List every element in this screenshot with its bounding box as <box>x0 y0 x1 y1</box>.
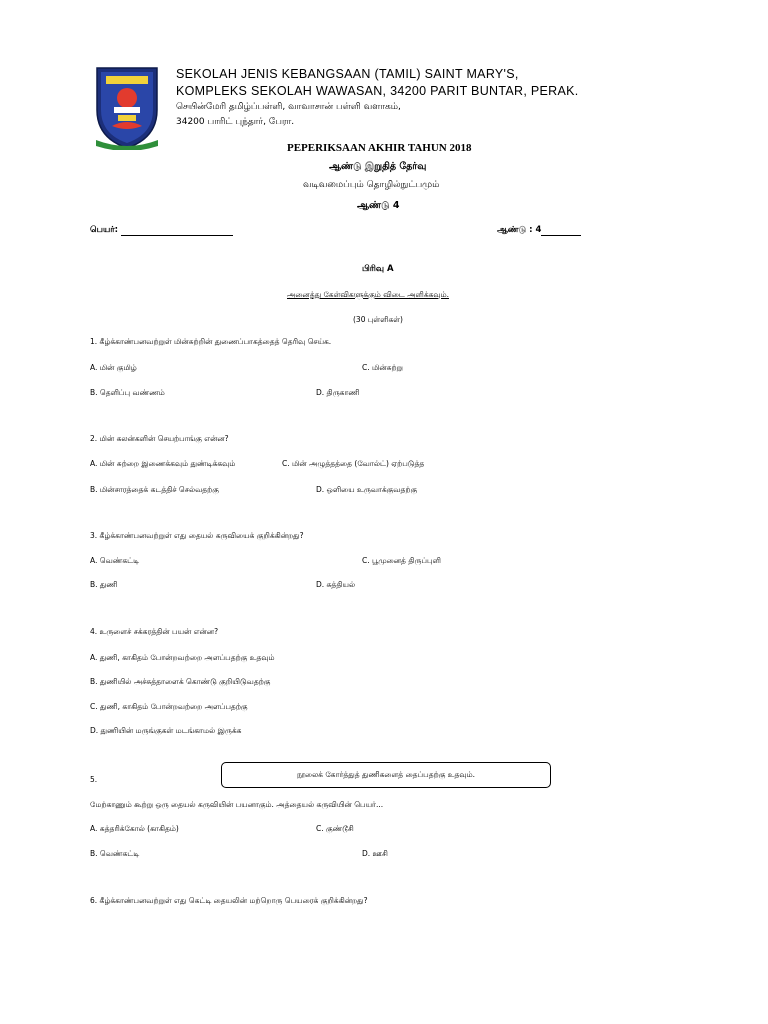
q1-option-d: D. திருகாணி <box>316 388 360 397</box>
class-input-line[interactable] <box>541 226 581 236</box>
question-5-box-text: நூலைக் கோர்த்துத் துணிகளைத் தைப்பதற்கு உதவும். <box>296 770 475 779</box>
exam-title: PEPERIKSAAN AKHIR TAHUN 2018 <box>287 142 472 154</box>
school-tamil-line2: 34200 பாரிட் புந்தார், பேரா. <box>176 117 295 127</box>
q4-option-a: A. துணி, காகிதம் போன்றவற்றை அளப்பதற்கு உதவும் <box>90 653 275 662</box>
q2-option-d: D. ஒளியை உருவாக்குவதற்கு <box>316 485 418 494</box>
q4-option-b: B. துணியில் அச்சுத்தாளைக் கொண்டு குறியிடுவதற்கு <box>90 677 271 686</box>
q4-option-c: C. துணி, காகிதம் போன்றவற்றை அளப்பதற்கு <box>90 702 248 711</box>
school-name-line1: SEKOLAH JENIS KEBANGSAAN (TAMIL) SAINT MARY'S, <box>176 67 519 81</box>
class-label: ஆண்டு : 4 <box>497 225 542 235</box>
q5-option-d: D. ஊசி <box>362 849 388 858</box>
question-5-statement-box <box>221 762 551 788</box>
q3-option-b: B. துணி <box>90 580 118 589</box>
q5-option-b: B. வெண்கட்டி <box>90 849 140 858</box>
school-name-line2: KOMPLEKS SEKOLAH WAWASAN, 34200 PARIT BUNTAR, PERAK. <box>176 84 579 98</box>
question-5-number: 5. <box>90 775 98 784</box>
name-label: பெயர்: <box>90 225 119 235</box>
q3-option-a: A. வெண்கட்டி <box>90 556 140 565</box>
q5-option-a: A. கத்தரிக்கோல் (காகிதம்) <box>90 824 179 833</box>
name-input-line[interactable] <box>121 226 233 236</box>
q2-option-a: A. மின் சுற்றை இணைக்கவும் துண்டிக்கவும் <box>90 459 236 468</box>
question-2-text: 2. மின் கலன்களின் செயற்பாங்கு என்ன? <box>90 434 229 443</box>
q1-option-b: B. தெளிப்பு வண்ணம் <box>90 388 165 397</box>
q4-option-d: D. துணியின் மருங்குகள் மடங்காமல் இருக்க <box>90 726 242 735</box>
school-tamil-line1: செயின்மேரி தமிழ்ப்பள்ளி, வாவாசான் பள்ளி வளாகம், <box>176 102 401 112</box>
question-4-text: 4. உருளைச் சக்கரத்தின் பயன் என்ன? <box>90 627 219 636</box>
q3-option-d: D. சுத்தியல் <box>316 580 356 589</box>
school-logo <box>92 60 162 150</box>
q2-option-b: B. மின்சாரத்தைக் கடத்திச் செல்வதற்கு <box>90 485 219 494</box>
q5-option-c: C. குண்டூசி <box>316 824 354 833</box>
exam-subject: வடிவமைப்பும் தொழில்நுட்பமும் <box>303 180 440 190</box>
q3-option-c: C. பூமுனைத் திருப்புளி <box>362 556 441 565</box>
q1-option-a: A. மின் குமிழ் <box>90 363 137 372</box>
section-marks: (30 புள்ளிகள்) <box>353 315 403 324</box>
question-5-text: மேற்காணும் கூற்று ஒரு தையல் கருவியின் பயனாகும். அத்தையல் கருவியின் பெயர்... <box>90 800 384 809</box>
q1-option-c: C. மின்சுற்று <box>362 363 403 372</box>
name-field-row <box>90 225 233 236</box>
question-6-text: 6. கீழ்க்காண்பனவற்றுள் எது கெட்டி தையலின் மற்றொரு பெயரைக் குறிக்கின்றது? <box>90 896 368 905</box>
question-1-text: 1. கீழ்க்காண்பனவற்றுள் மின்சுற்றின் துணைப்பாகத்தைத் தெரிவு செய்க. <box>90 337 332 346</box>
class-field-row <box>497 225 581 236</box>
exam-subtitle: ஆண்டு இறுதித் தேர்வு <box>329 161 427 172</box>
section-instruction: அனைத்து கேள்விகளுக்கும் விடை அளிக்கவும். <box>287 290 450 299</box>
q2-option-c: C. மின் அழுத்தத்தை (வோல்ட்) ஏற்படுத்த <box>282 459 425 468</box>
question-3-text: 3. கீழ்க்காண்பனவற்றுள் எது தையல் கருவியைக் குறிக்கின்றது? <box>90 531 304 540</box>
section-title: பிரிவு A <box>362 264 394 274</box>
exam-year: ஆண்டு 4 <box>357 200 400 211</box>
